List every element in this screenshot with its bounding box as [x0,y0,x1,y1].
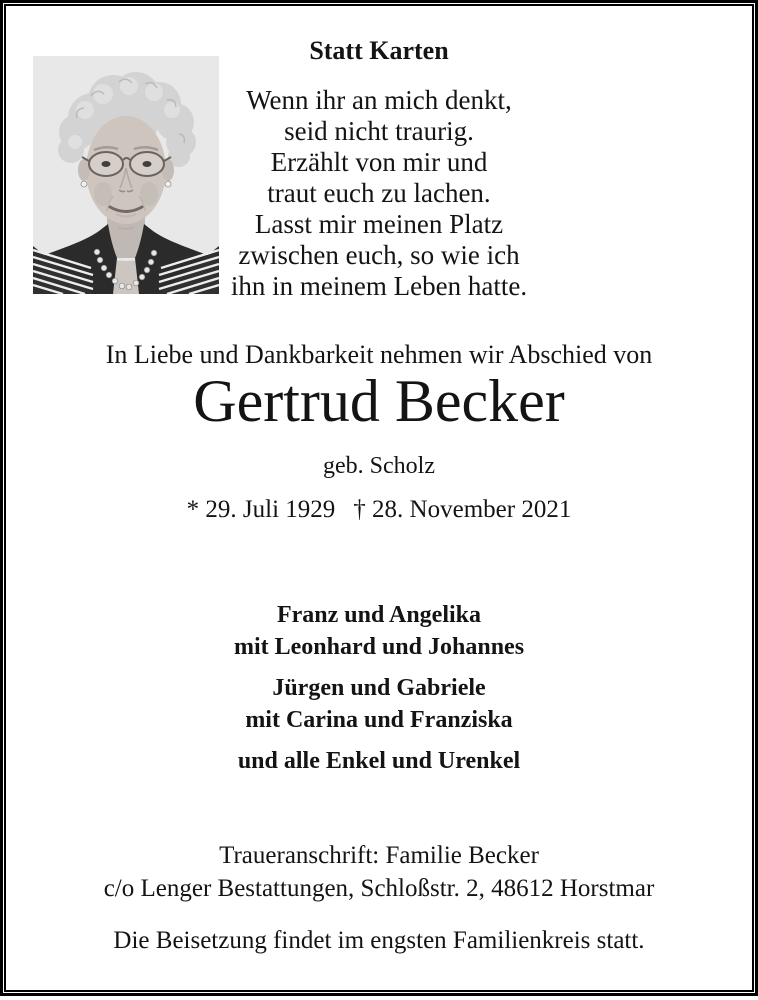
memorial-poem [12,85,746,302]
family-line: Jürgen und Gabriele [272,675,486,701]
poem-line: Wenn ihr an mich denkt, [246,85,512,115]
poem-line: Lasst mir meinen Platz [254,209,504,239]
mourning-address [12,839,746,905]
address-line: Traueranschrift: Familie Becker [219,842,539,869]
burial-note: Die Beisetzung findet im engsten Familienkreis statt. [113,927,645,954]
obituary-card [4,4,754,992]
statt-karten-heading: Statt Karten [309,36,449,65]
death-date: † 28. November 2021 [353,496,572,523]
poem-line: Erzählt von mir und [270,147,488,177]
maiden-name: geb. Scholz [323,453,435,479]
family-line: mit Leonhard und Johannes [233,634,525,660]
farewell-intro: In Liebe und Dankbarkeit nehmen wir Abschied von [105,340,653,369]
address-line: c/o Lenger Bestattungen, Schloßstr. 2, 48612 Horstmar [103,875,655,902]
family-line: mit Carina und Franziska [245,707,513,733]
poem-line: seid nicht traurig. [284,116,474,146]
deceased-name: Gertrud Becker [193,368,565,434]
mourning-family-list [12,599,746,777]
poem-line: zwischen euch, so wie ich [238,240,520,270]
life-dates [12,496,746,524]
family-line: Franz und Angelika [276,602,482,628]
poem-line: ihn in meinem Leben hatte. [230,271,528,301]
birth-date: * 29. Juli 1929 [186,496,336,523]
poem-line: traut euch zu lachen. [267,178,491,208]
family-line: und alle Enkel und Urenkel [237,748,521,774]
